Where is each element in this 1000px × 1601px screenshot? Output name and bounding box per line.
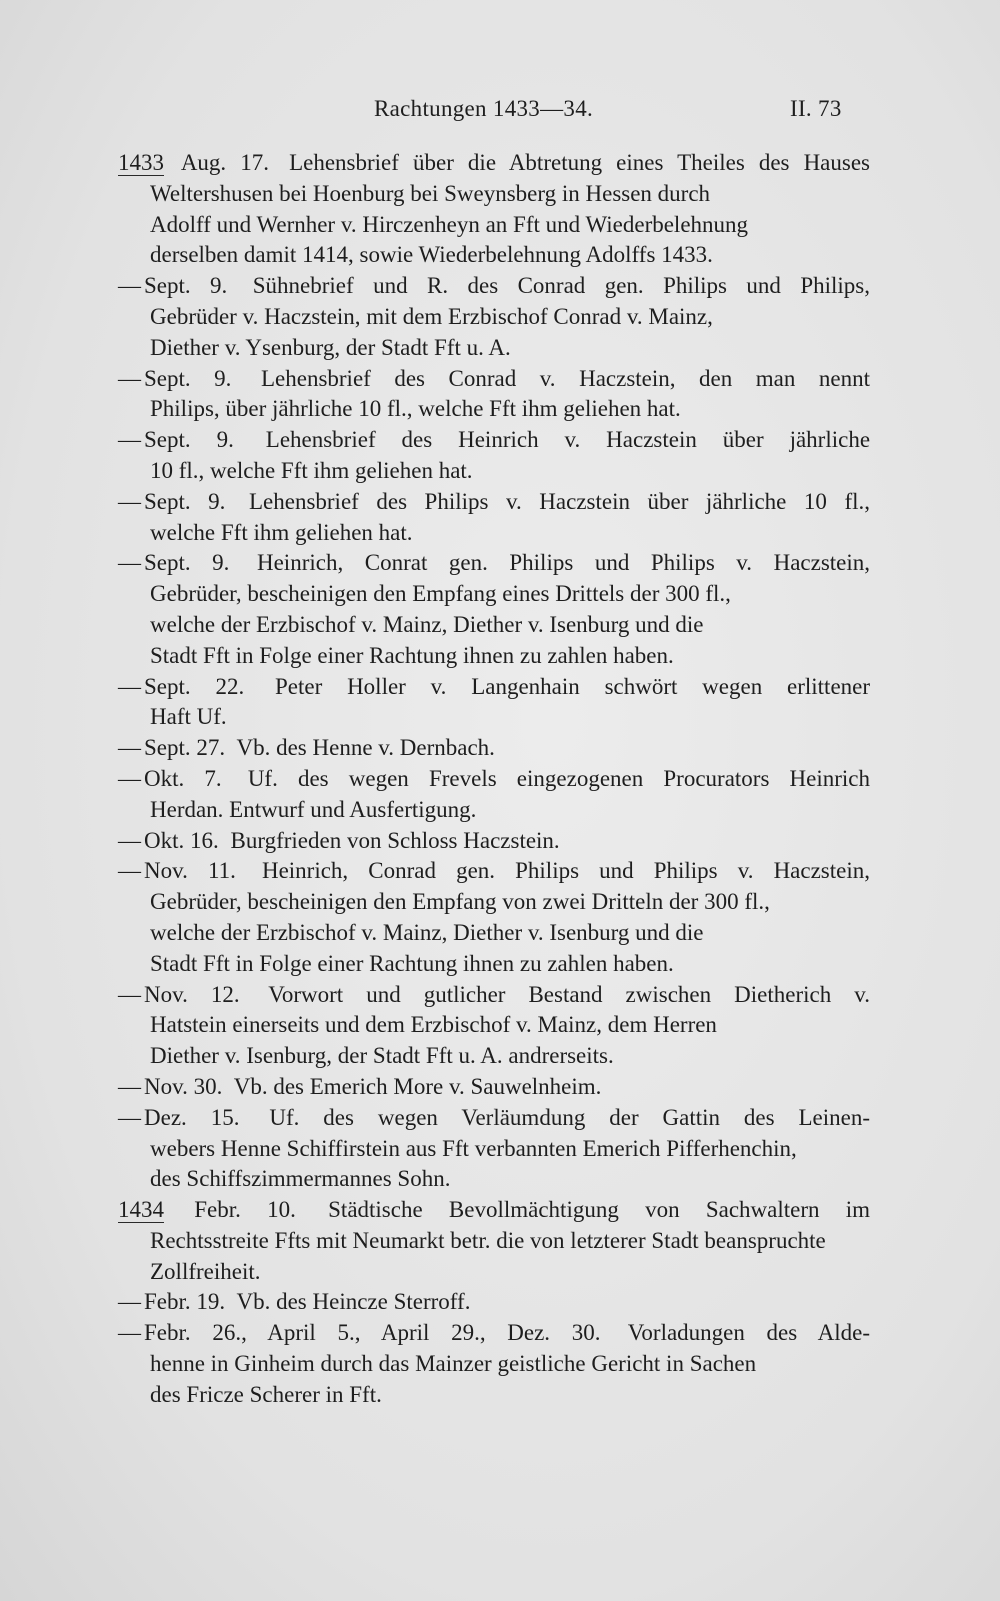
entry-first-line bbox=[118, 1287, 870, 1318]
entry-first-line bbox=[118, 1195, 870, 1226]
entry-first-line bbox=[118, 1103, 870, 1134]
entry-date: Nov. 11. bbox=[144, 858, 236, 884]
register-entry bbox=[118, 672, 870, 734]
entry-continuation-line: Gebrüder, bescheinigen den Empfang von zwei Dritteln der 300 fl., bbox=[150, 889, 770, 915]
entry-text: Lehensbrief des Conrad v. Haczstein, den man nennt bbox=[260, 365, 871, 391]
entry-date: Aug. 17. bbox=[180, 150, 269, 175]
entry-first-line bbox=[118, 364, 870, 395]
entry-date: Sept. 9. bbox=[144, 273, 228, 299]
entry-text: Vorwort und gutlicher Bestand zwischen Dietherich v. bbox=[268, 981, 870, 1007]
entry-continuation-line: Gebrüder v. Haczstein, mit dem Erzbischof Conrad v. Mainz, bbox=[150, 303, 713, 329]
entry-continuation-line: welche Fft ihm geliehen hat. bbox=[150, 519, 413, 545]
entry-text: Peter Holler v. Langenhain schwört wegen erlittener bbox=[275, 673, 871, 699]
entry-continuation-line: Rechtsstreite Ffts mit Neumarkt betr. die von letzterer Stadt beanspruchte bbox=[150, 1227, 826, 1253]
entry-text: Sühnebrief und R. des Conrad gen. Philips und Philips, bbox=[252, 273, 870, 299]
entry-date: Febr. 10. bbox=[194, 1197, 296, 1223]
page-header bbox=[0, 96, 1000, 132]
entry-date: Febr. 19. bbox=[144, 1289, 226, 1315]
entry-text: Vorladungen des Alde- bbox=[627, 1320, 870, 1346]
running-title: Rachtungen 1433—34. bbox=[374, 96, 594, 121]
entry-text: Burgfrieden von Schloss Haczstein. bbox=[230, 827, 560, 853]
entry-continuation-line: Diether v. Ysenburg, der Stadt Fft u. A. bbox=[150, 334, 511, 360]
register-entries bbox=[118, 148, 870, 1411]
entry-first-line bbox=[118, 271, 870, 302]
register-entry bbox=[118, 1287, 870, 1318]
entry-text: Vb. des Henne v. Dernbach. bbox=[236, 735, 495, 761]
register-entry bbox=[118, 148, 870, 271]
entry-continuation-line: Herdan. Entwurf und Ausfertigung. bbox=[150, 796, 477, 822]
entry-date: Sept. 9. bbox=[144, 427, 234, 453]
entry-continuation-line: Diether v. Isenburg, der Stadt Fft u. A. andrerseits. bbox=[150, 1043, 614, 1069]
entry-date: Sept. 27. bbox=[144, 735, 226, 761]
entry-continuation-line: des Fricze Scherer in Fft. bbox=[150, 1381, 382, 1407]
entry-date: Nov. 12. bbox=[144, 981, 240, 1007]
entry-date: Nov. 30. bbox=[144, 1073, 223, 1099]
entry-continuation-line: Haft Uf. bbox=[150, 704, 227, 730]
entry-year: 1433 bbox=[118, 150, 164, 175]
entry-first-line bbox=[118, 672, 870, 703]
entry-date: Okt. 7. bbox=[144, 765, 222, 791]
entry-dash: — bbox=[118, 673, 141, 699]
register-entry bbox=[118, 764, 870, 826]
entry-text: Städtische Bevollmächtigung von Sachwaltern im bbox=[328, 1197, 871, 1223]
entry-text: Uf. des wegen Frevels eingezogenen Procurators Heinrich bbox=[247, 765, 871, 791]
entry-dash: — bbox=[118, 550, 141, 576]
entry-dash: — bbox=[118, 735, 141, 761]
page-number: II. 73 bbox=[790, 96, 842, 121]
entry-year: 1434 bbox=[118, 1197, 164, 1223]
register-entry bbox=[118, 548, 870, 671]
entry-text: Lehensbrief des Heinrich v. Haczstein über jährliche bbox=[265, 427, 871, 453]
entry-first-line bbox=[118, 764, 870, 795]
entry-date: Dez. 15. bbox=[144, 1104, 240, 1130]
entry-continuation-line: welche der Erzbischof v. Mainz, Diether v. Isenburg und die bbox=[150, 611, 704, 637]
entry-continuation-line: welche der Erzbischof v. Mainz, Diether v. Isenburg und die bbox=[150, 919, 704, 945]
register-entry bbox=[118, 425, 870, 487]
entry-first-line bbox=[118, 548, 870, 579]
entry-dash: — bbox=[118, 765, 141, 791]
entry-dash: — bbox=[118, 1073, 141, 1099]
entry-first-line bbox=[118, 826, 870, 857]
entry-continuation-line: webers Henne Schiffirstein aus Fft verbannten Emerich Pifferhenchin, bbox=[150, 1135, 797, 1161]
register-entry bbox=[118, 1195, 870, 1287]
entry-dash: — bbox=[118, 365, 141, 391]
entry-date: Sept. 9. bbox=[144, 550, 230, 576]
entry-dash: — bbox=[118, 1320, 141, 1346]
entry-text: Lehensbrief des Philips v. Haczstein über jährliche 10 fl., bbox=[248, 488, 871, 514]
entry-first-line bbox=[118, 733, 870, 764]
register-entry bbox=[118, 271, 870, 363]
entry-dash: — bbox=[118, 1289, 141, 1315]
entry-dash: — bbox=[118, 827, 141, 853]
entry-first-line bbox=[118, 980, 870, 1011]
entry-dash: — bbox=[118, 488, 141, 514]
entry-continuation-line: Adolff und Wernher v. Hirczenheyn an Fft und Wiederbelehnung bbox=[150, 211, 749, 237]
register-entry bbox=[118, 1103, 870, 1195]
entry-continuation-line: Stadt Fft in Folge einer Rachtung ihnen zu zahlen haben. bbox=[150, 950, 674, 976]
entry-first-line bbox=[118, 425, 870, 456]
register-entry bbox=[118, 364, 870, 426]
entry-date: Sept. 22. bbox=[144, 673, 245, 699]
entry-text: Heinrich, Conrad gen. Philips und Philips v. Haczstein, bbox=[261, 858, 870, 884]
entry-continuation-line: derselben damit 1414, sowie Wiederbelehnung Adolffs 1433. bbox=[150, 242, 713, 268]
entry-first-line bbox=[118, 148, 870, 179]
entry-first-line bbox=[118, 1318, 870, 1349]
entry-continuation-line: Philips, über jährliche 10 fl., welche Fft ihm geliehen hat. bbox=[150, 396, 681, 422]
entry-continuation-line: Zollfreiheit. bbox=[150, 1258, 261, 1284]
register-entry bbox=[118, 1318, 870, 1410]
entry-date: Okt. 16. bbox=[144, 827, 219, 853]
register-entry bbox=[118, 487, 870, 549]
entry-dash: — bbox=[118, 273, 141, 299]
entry-dash: — bbox=[118, 1104, 141, 1130]
entry-first-line bbox=[118, 1072, 870, 1103]
entry-first-line bbox=[118, 487, 870, 518]
register-entry bbox=[118, 980, 870, 1072]
entry-continuation-line: Gebrüder, bescheinigen den Empfang eines Drittels der 300 fl., bbox=[150, 581, 731, 607]
entry-text: Uf. des wegen Verläumdung der Gattin des Leinen- bbox=[269, 1104, 871, 1130]
entry-date: Sept. 9. bbox=[144, 488, 226, 514]
entry-text: Lehensbrief über die Abtretung eines Theiles des Hauses bbox=[289, 150, 870, 175]
entry-dash: — bbox=[118, 981, 141, 1007]
register-entry bbox=[118, 856, 870, 979]
entry-continuation-line: des Schiffszimmermannes Sohn. bbox=[150, 1166, 451, 1192]
register-entry bbox=[118, 826, 870, 857]
entry-continuation-line: 10 fl., welche Fft ihm geliehen hat. bbox=[150, 457, 473, 483]
entry-continuation-line: Weltershusen bei Hoenburg bei Sweynsberg in Hessen durch bbox=[150, 180, 711, 206]
entry-text: Vb. des Emerich More v. Sauwelnheim. bbox=[233, 1073, 602, 1099]
entry-first-line bbox=[118, 856, 870, 887]
entry-dash: — bbox=[118, 858, 141, 884]
entry-date: Febr. 26., April 5., April 29., Dez. 30. bbox=[144, 1320, 601, 1346]
entry-text: Vb. des Heincze Sterroff. bbox=[236, 1289, 471, 1315]
register-entry bbox=[118, 733, 870, 764]
register-entry bbox=[118, 1072, 870, 1103]
entry-dash: — bbox=[118, 427, 141, 453]
entry-continuation-line: Stadt Fft in Folge einer Rachtung ihnen zu zahlen haben. bbox=[150, 642, 674, 668]
entry-continuation-line: henne in Ginheim durch das Mainzer geistliche Gericht in Sachen bbox=[150, 1351, 757, 1377]
entry-date: Sept. 9. bbox=[144, 365, 232, 391]
entry-continuation-line: Hatstein einerseits und dem Erzbischof v. Mainz, dem Herren bbox=[150, 1012, 717, 1038]
entry-text: Heinrich, Conrat gen. Philips und Philips v. Haczstein, bbox=[256, 550, 871, 576]
